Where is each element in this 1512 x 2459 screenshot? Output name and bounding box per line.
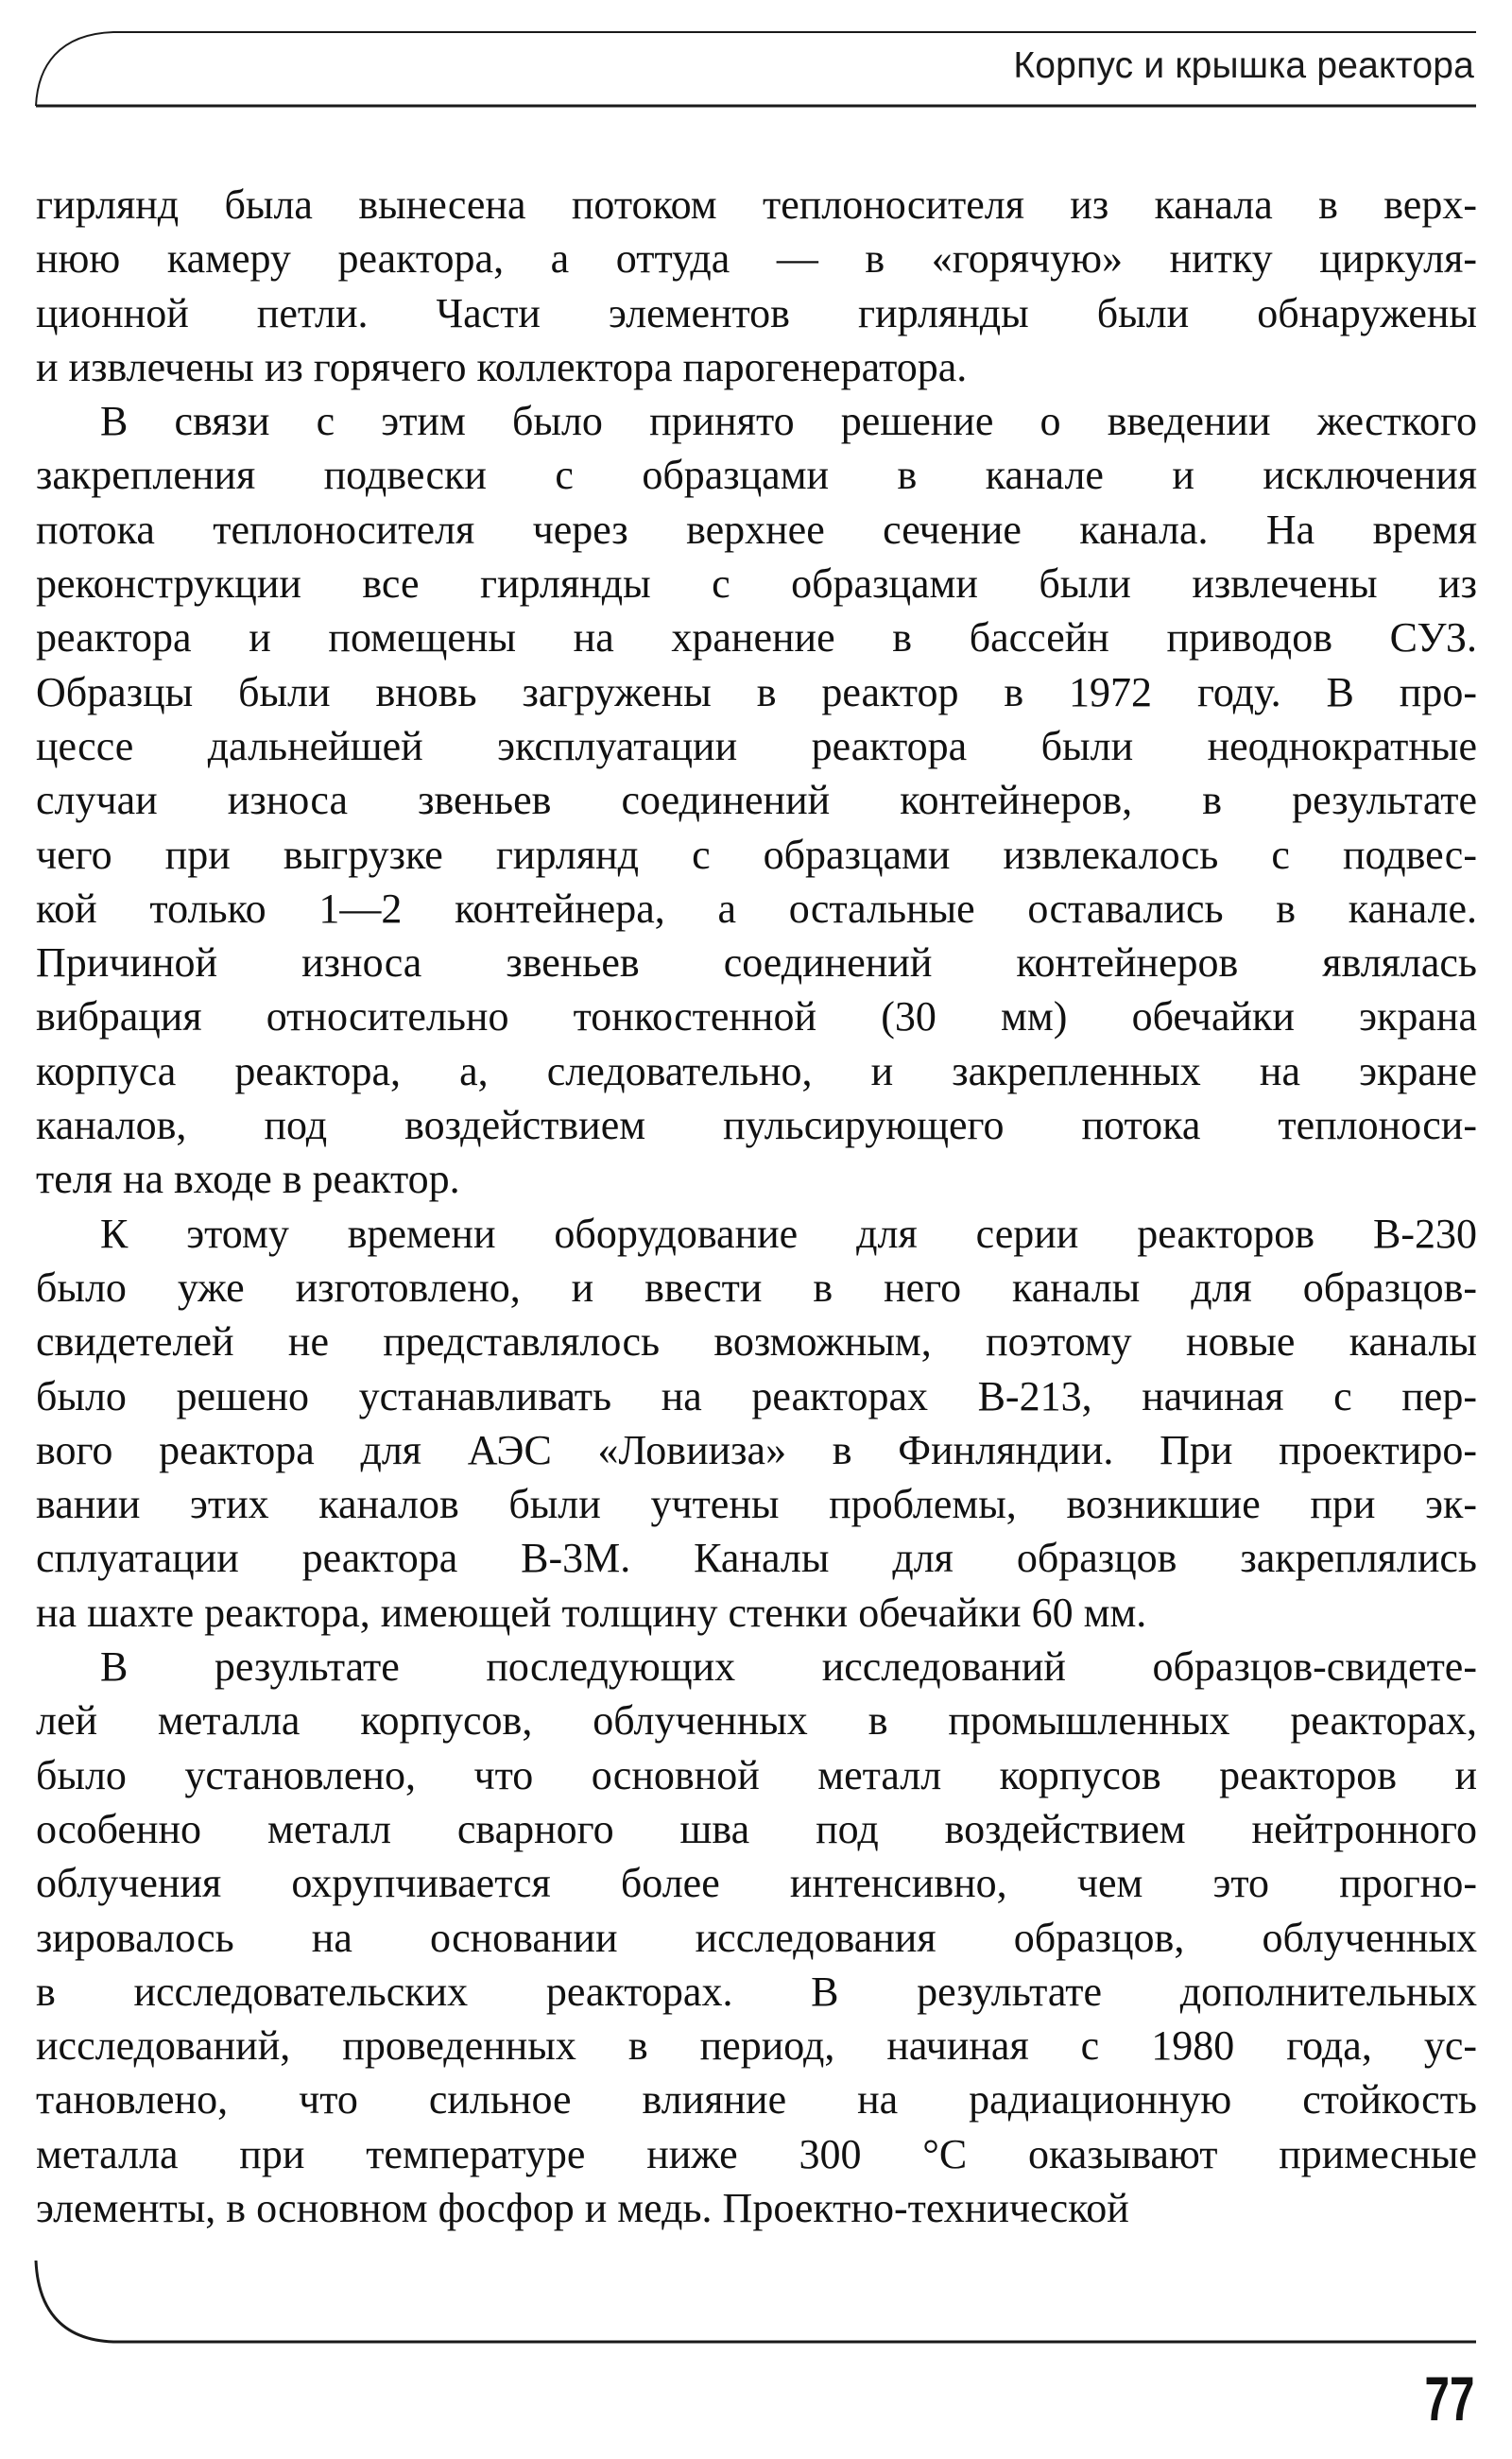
text-line: металла при температуре ниже 300 °С оказывают примесные <box>36 2130 1477 2177</box>
text-line: и извлечены из горячего коллектора парогенератора. <box>36 343 968 390</box>
text-line: гирлянд была вынесена потоком теплоносителя из канала в верх- <box>36 181 1477 228</box>
text-line: В связи с этим было принято решение о введении жесткого <box>100 398 1477 445</box>
text-line: каналов, под воздействием пульсирующего потока теплоноси- <box>36 1102 1477 1149</box>
text-line: корпуса реактора, а, следовательно, и закрепленных на экране <box>36 1047 1477 1094</box>
text-line: на шахте реактора, имеющей толщину стенки обечайки 60 мм. <box>36 1589 1147 1636</box>
running-head-title: Корпус и крышка реактора <box>1013 45 1474 86</box>
text-line: было установлено, что основной металл корпусов реакторов и <box>36 1751 1477 1798</box>
text-line: было решено устанавливать на реакторах В-213, начиная с пер- <box>36 1372 1477 1419</box>
paragraph-2 <box>36 394 1477 1206</box>
text-line: исследований, проведенных в период, начиная с 1980 года, ус- <box>36 2022 1477 2070</box>
text-line: К этому времени оборудование для серии реакторов В-230 <box>100 1210 1477 1257</box>
text-line: цессе дальнейшей эксплуатации реактора были неоднократные <box>36 722 1477 769</box>
text-line: потока теплоносителя через верхнее сечение канала. На время <box>36 506 1477 553</box>
text-line: элементы, в основном фосфор и медь. Проектно-технической <box>36 2184 1129 2231</box>
text-line: реконструкции все гирлянды с образцами были извлечены из <box>36 560 1477 608</box>
text-line: реактора и помещены на хранение в бассейн приводов СУЗ. <box>36 614 1477 662</box>
page-number: 77 <box>1424 2364 1474 2433</box>
footer-frame-rule <box>0 2249 1512 2363</box>
text-line: вании этих каналов были учтены проблемы, возникшие при эк- <box>36 1481 1477 1528</box>
text-line: особенно металл сварного шва под воздействием нейтронного <box>36 1805 1477 1852</box>
text-line: вибрация относительно тонкостенной (30 мм) обечайки экрана <box>36 993 1477 1040</box>
text-line: В результате последующих исследований образцов-свидете- <box>100 1643 1477 1691</box>
text-line: закрепления подвески с образцами в канале и исключения <box>36 452 1477 499</box>
text-line: теля на входе в реактор. <box>36 1156 460 1203</box>
text-line: облучения охрупчивается более интенсивно, чем это прогно- <box>36 1860 1477 1907</box>
paragraph-1 <box>36 178 1477 394</box>
text-line: кой только 1—2 контейнера, а остальные оставались в канале. <box>36 885 1477 932</box>
text-line: было уже изготовлено, и ввести в него каналы для образцов- <box>36 1264 1477 1311</box>
text-line: в исследовательских реакторах. В результате дополнительных <box>36 1968 1477 2015</box>
body-text <box>36 178 1477 2235</box>
text-line: ционной петли. Части элементов гирлянды были обнаружены <box>36 289 1477 336</box>
text-line: лей металла корпусов, облученных в промышленных реакторах, <box>36 1697 1477 1745</box>
paragraph-3 <box>36 1207 1477 1640</box>
text-line: нюю камеру реактора, а оттуда — в «горячую» нитку циркуля- <box>36 235 1477 283</box>
paragraph-4 <box>36 1640 1477 2235</box>
text-line: случаи износа звеньев соединений контейнеров, в результате <box>36 777 1477 824</box>
text-line: сплуатации реактора В-3М. Каналы для образцов закреплялись <box>36 1535 1477 1582</box>
text-line: Образцы были вновь загружены в реактор в 1972 году. В про- <box>36 668 1477 715</box>
text-line: свидетелей не представлялось возможным, поэтому новые каналы <box>36 1318 1477 1366</box>
text-line: зировалось на основании исследования образцов, облученных <box>36 1914 1477 1961</box>
text-line: вого реактора для АЭС «Ловииза» в Финляндии. При проектиро- <box>36 1426 1477 1473</box>
text-line: чего при выгрузке гирлянд с образцами извлекалось с подвес- <box>36 831 1477 878</box>
text-line: Причиной износа звеньев соединений контейнеров являлась <box>36 939 1477 987</box>
text-line: тановлено, что сильное влияние на радиационную стойкость <box>36 2076 1477 2124</box>
